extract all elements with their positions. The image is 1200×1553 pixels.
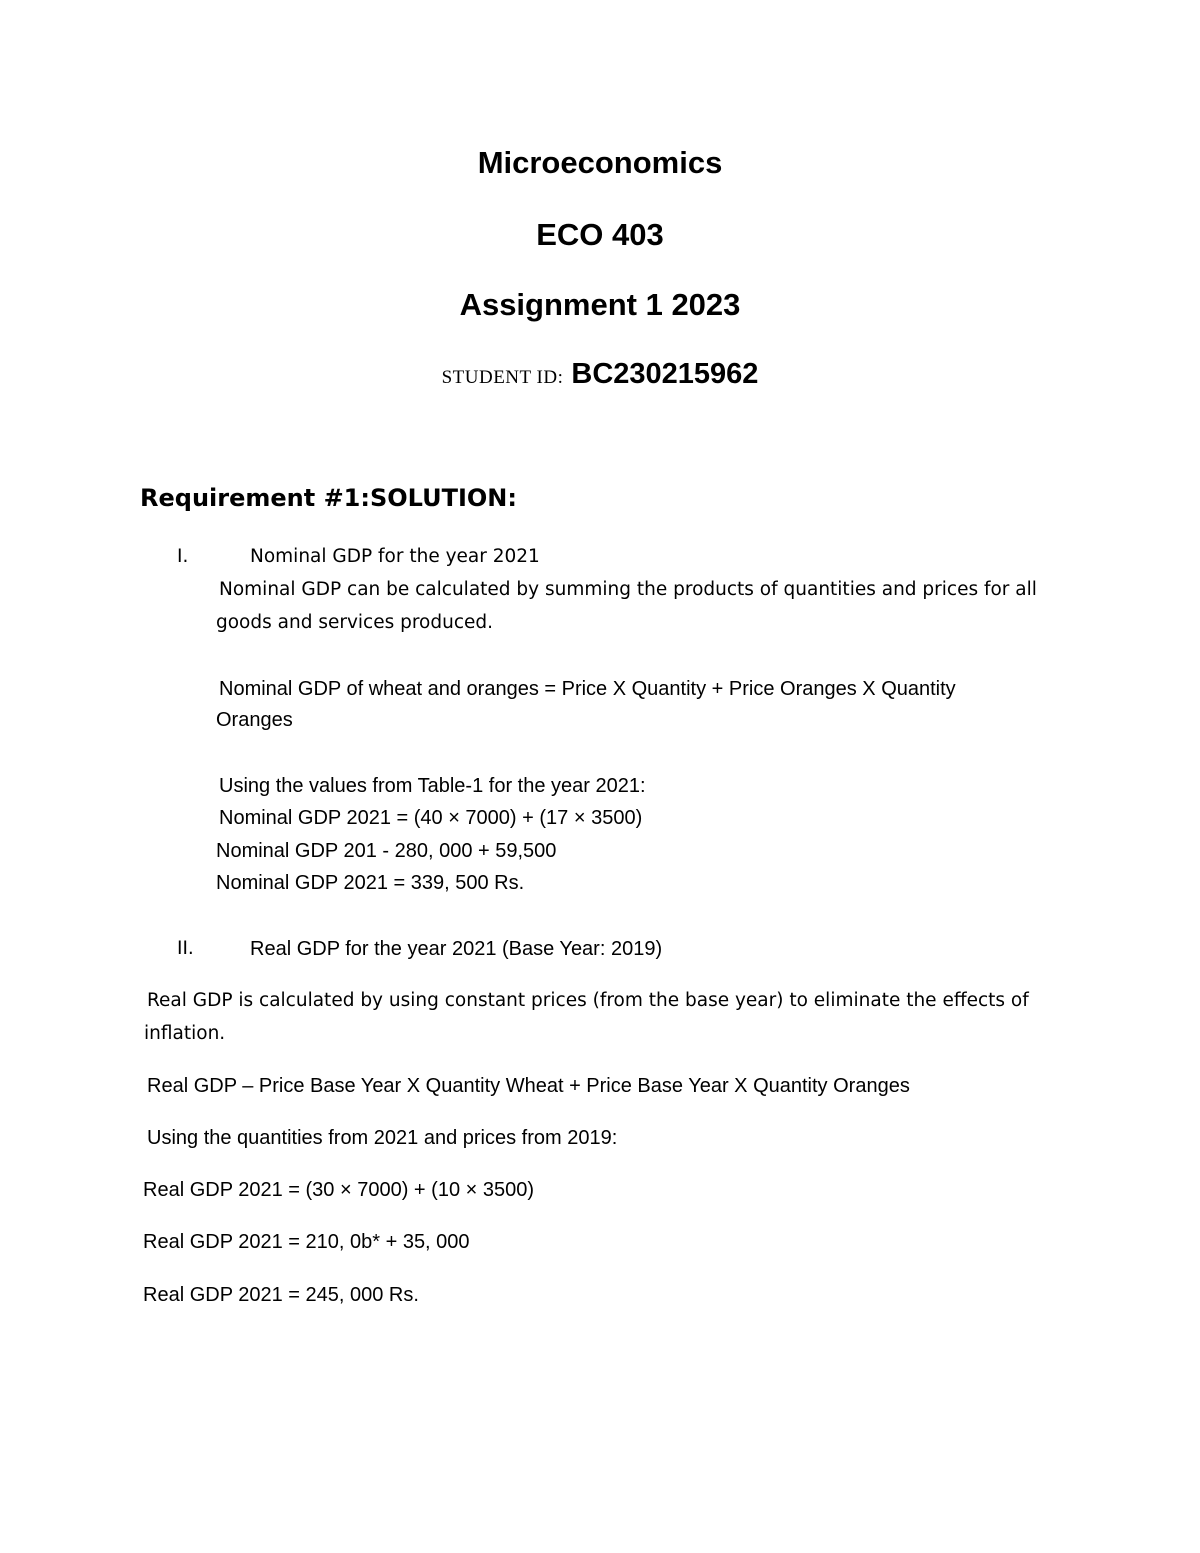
section-2-formula: Real GDP – Price Base Year X Quantity Wheat + Price Base Year X Quantity Oranges	[147, 1075, 910, 1097]
student-id-label: STUDENT ID:	[441, 367, 564, 388]
section-1-formula-line-1: Nominal GDP of wheat and oranges = Price X Quantity + Price Oranges X Quantity	[219, 678, 956, 700]
course-title: Microeconomics	[477, 145, 723, 180]
student-id-line	[0, 358, 1200, 391]
section-2-calc-2: Real GDP 2021 = 210, 0b* + 35, 000	[143, 1231, 470, 1253]
section-2-calc-3: Real GDP 2021 = 245, 000 Rs.	[143, 1284, 419, 1306]
section-1-calc-2: Nominal GDP 201 - 280, 000 + 59,500	[216, 840, 557, 862]
section-1-title: Nominal GDP for the year 2021	[250, 546, 540, 567]
section-1-formula-line-2: Oranges	[216, 709, 293, 731]
section-1-using-values: Using the values from Table-1 for the year 2021:	[219, 775, 646, 797]
section-1-desc-line-1: Nominal GDP can be calculated by summing the products of quantities and prices for all	[219, 579, 1037, 600]
section-2-numeral: II.	[177, 938, 194, 959]
section-2-title: Real GDP for the year 2021 (Base Year: 2019)	[250, 938, 663, 960]
section-1-calc-1: Nominal GDP 2021 = (40 × 7000) + (17 × 3500)	[219, 807, 643, 829]
assignment-title: Assignment 1 2023	[459, 287, 741, 322]
section-2-using-values: Using the quantities from 2021 and prices from 2019:	[147, 1127, 618, 1149]
section-2-calc-1: Real GDP 2021 = (30 × 7000) + (10 × 3500)	[143, 1179, 535, 1201]
section-2-desc-line-2: inflation.	[144, 1023, 226, 1044]
section-1-calc-3: Nominal GDP 2021 = 339, 500 Rs.	[216, 872, 525, 894]
section-1-desc-line-2: goods and services produced.	[216, 612, 494, 633]
course-code: ECO 403	[536, 217, 664, 252]
requirement-heading: Requirement #1:SOLUTION:	[140, 484, 517, 512]
section-1-numeral: I.	[177, 546, 189, 567]
student-id-value: BC230215962	[571, 358, 759, 390]
section-2-desc-line-1: Real GDP is calculated by using constant prices (from the base year) to eliminate the effects of	[147, 990, 1029, 1011]
